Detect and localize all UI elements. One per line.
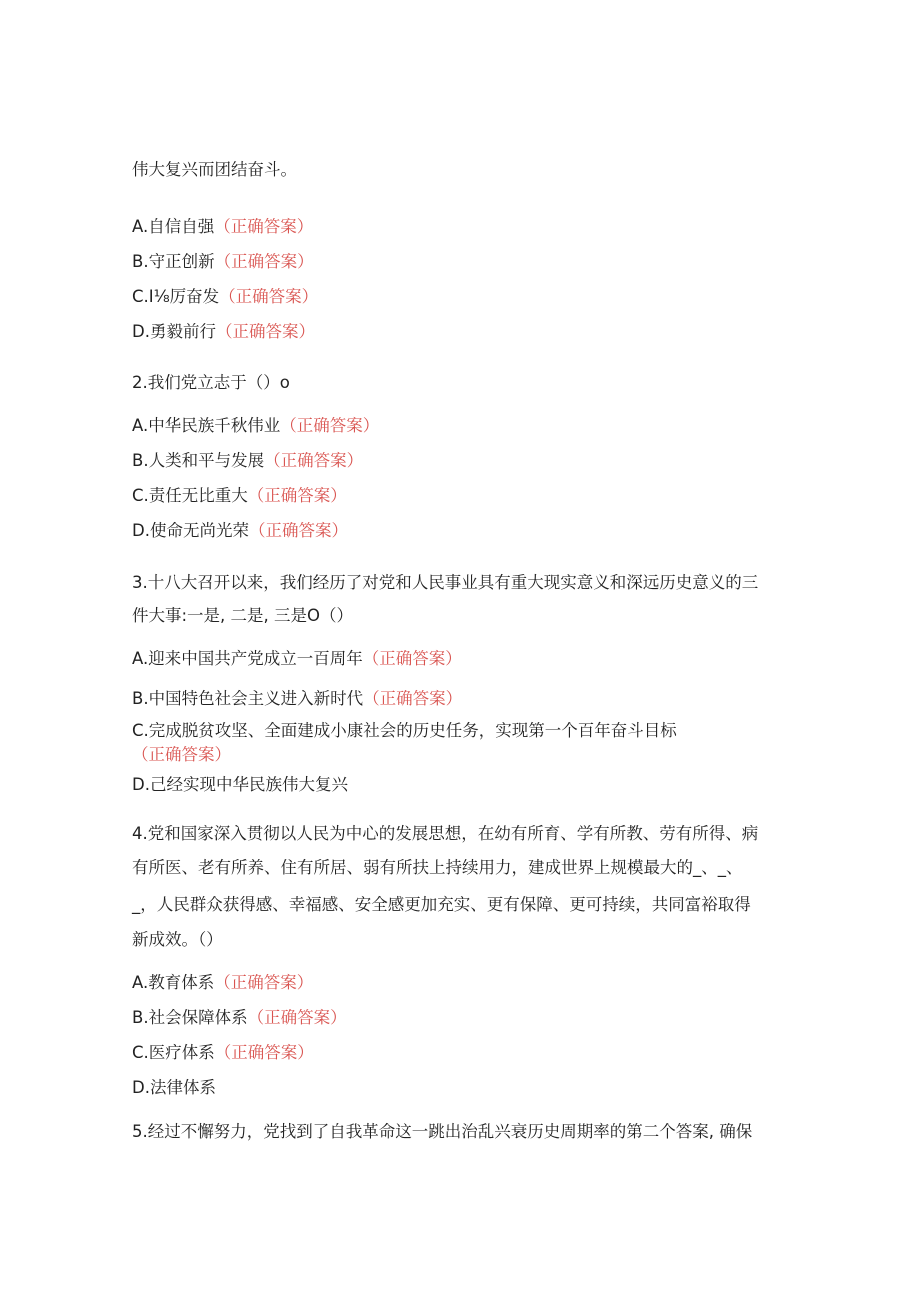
correct-answer-mark: （正确答案） [132,745,231,764]
q4-option-a [132,971,782,995]
q2-option-d [132,519,782,543]
option-label: D.法律体系 [132,1078,216,1097]
correct-answer-mark: （正确答案） [264,451,364,470]
option-label: B.人类和平与发展 [132,451,265,470]
q4-option-d [132,1076,782,1100]
q3-stem-line-2: 件大事:一是, 二是, 三是O（） [132,606,354,625]
q2-option-b [132,449,782,473]
q3-option-b [132,687,782,711]
correct-answer-mark: （正确答案） [215,322,315,341]
q2-stem: 2.我们党立志于（）o [132,373,290,392]
option-label: A.迎来中国共产党成立一百周年 [132,649,363,668]
correct-answer-mark: （正确答案） [214,252,314,271]
q4-option-b [132,1006,782,1030]
q4-stem-line-4: 新成效。（） [132,930,223,949]
option-label: D.己经实现中华民族伟大复兴 [132,775,348,794]
option-label: B.守正创新 [132,252,215,271]
q1-option-b [132,250,782,274]
option-label: B.社会保障体系 [132,1008,248,1027]
correct-answer-mark: （正确答案） [214,217,314,236]
q3-option-c [132,719,772,767]
q4-stem-line-2: 有所医、老有所养、住有所居、弱有所扶上持续用力，建成世界上规模最大的_、_、 [132,858,743,877]
q4-stem-line-3: _，人民群众获得感、幸福感、安全感更加充实、更有保障、更可持续，共同富裕取得 [132,895,751,914]
option-label: C.完成脱贫攻坚、全面建成小康社会的历史任务，实现第一个百年奋斗目标 [132,721,677,740]
correct-answer-mark: （正确答案） [219,287,319,306]
correct-answer-mark: （正确答案） [362,649,462,668]
correct-answer-mark: （正确答案） [280,416,380,435]
q3-stem-line-1: 3.十八大召开以来，我们经历了对党和人民事业具有重大现实意义和深远历史意义的三 [132,573,759,592]
option-label: A.教育体系 [132,973,215,992]
option-label: D.使命无尚光荣 [132,521,249,540]
q2-option-c [132,484,782,508]
option-label: D.勇毅前行 [132,322,216,341]
intro-text: 伟大复兴而团结奋斗。 [132,160,297,179]
q2-option-a [132,414,782,438]
correct-answer-mark: （正确答案） [363,689,463,708]
q4-option-c [132,1041,782,1065]
option-label: B.中国特色社会主义进入新时代 [132,689,364,708]
q1-option-a [132,215,782,239]
q1-option-d [132,320,782,344]
q5-stem-line-1: 5.经过不懈努力，党找到了自我革命这一跳出治乱兴衰历史周期率的第二个答案, 确保 [132,1122,753,1141]
q4-stem-line-1: 4.党和国家深入贯彻以人民为中心的发展思想，在幼有所育、学有所教、劳有所得、病 [132,824,759,843]
option-label: C.责任无比重大 [132,486,248,505]
option-label: A.中华民族千秋伟业 [132,416,281,435]
correct-answer-mark: （正确答案） [247,1008,347,1027]
q3-option-a [132,647,782,671]
correct-answer-mark: （正确答案） [248,521,348,540]
q1-option-c [132,285,782,309]
option-label: A.自信自强 [132,217,215,236]
option-label: C.医疗体系 [132,1043,215,1062]
option-label: C.I⅛厉奋发 [132,287,220,306]
q3-option-d [132,773,782,797]
correct-answer-mark: （正确答案） [214,973,314,992]
correct-answer-mark: （正确答案） [214,1043,314,1062]
correct-answer-mark: （正确答案） [247,486,347,505]
